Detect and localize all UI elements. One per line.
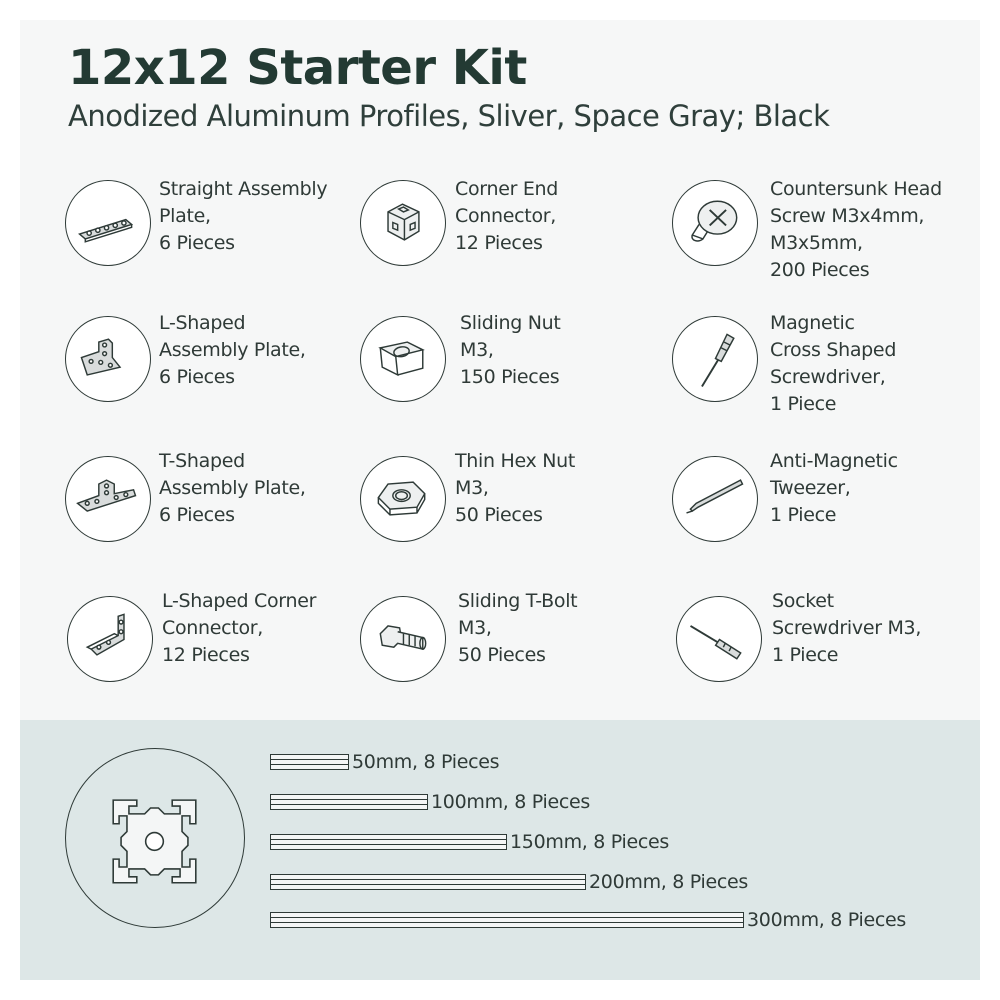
- sliding-nut-icon: [360, 316, 446, 402]
- item-label: T-Shaped Assembly Plate, 6 Pieces: [159, 450, 306, 526]
- profile-label: 200mm, 8 Pieces: [589, 871, 749, 893]
- product-card: [20, 20, 980, 980]
- profile-label: 100mm, 8 Pieces: [431, 791, 591, 813]
- hex-nut-icon: [360, 456, 446, 542]
- t-bolt-icon: [360, 596, 446, 682]
- item-label: Socket Screwdriver M3, 1 Piece: [772, 590, 922, 666]
- l-plate-icon: [65, 316, 151, 402]
- profile-label: 150mm, 8 Pieces: [510, 831, 670, 853]
- header: [68, 42, 829, 134]
- item-label: L-Shaped Corner Connector, 12 Pieces: [162, 590, 317, 666]
- page-title: 12x12 Starter Kit: [68, 40, 527, 96]
- profile-cross-section-icon: [65, 748, 245, 928]
- profiles-panel: [20, 720, 980, 980]
- tweezer-icon: [672, 456, 758, 542]
- page-subtitle: Anodized Aluminum Profiles, Sliver, Space Gray; Black: [68, 99, 830, 133]
- item-label: Corner End Connector, 12 Pieces: [455, 178, 559, 254]
- corner-end-connector-icon: [360, 180, 446, 266]
- profile-bar: [270, 754, 349, 770]
- item-label: Sliding T-Bolt M3, 50 Pieces: [458, 590, 578, 666]
- countersunk-screw-icon: [672, 180, 758, 266]
- straight-plate-icon: [65, 180, 151, 266]
- socket-screwdriver-icon: [676, 596, 762, 682]
- profile-bar: [270, 834, 507, 850]
- item-label: Sliding Nut M3, 150 Pieces: [460, 312, 561, 388]
- t-plate-icon: [65, 456, 151, 542]
- item-label: Anti-Magnetic Tweezer, 1 Piece: [770, 450, 898, 526]
- profile-label: 300mm, 8 Pieces: [747, 909, 907, 931]
- profile-bar: [270, 874, 586, 890]
- profile-bar: [270, 912, 744, 928]
- item-label: Thin Hex Nut M3, 50 Pieces: [455, 450, 576, 526]
- item-label: Countersunk Head Screw M3x4mm, M3x5mm, 200 Pieces: [770, 178, 942, 281]
- profile-bar: [270, 794, 428, 810]
- l-corner-connector-icon: [67, 596, 153, 682]
- magnetic-screwdriver-icon: [672, 316, 758, 402]
- profile-label: 50mm, 8 Pieces: [352, 751, 500, 773]
- item-label: Straight Assembly Plate, 6 Pieces: [159, 178, 328, 254]
- item-label: Magnetic Cross Shaped Screwdriver, 1 Piece: [770, 312, 897, 415]
- item-label: L-Shaped Assembly Plate, 6 Pieces: [159, 312, 306, 388]
